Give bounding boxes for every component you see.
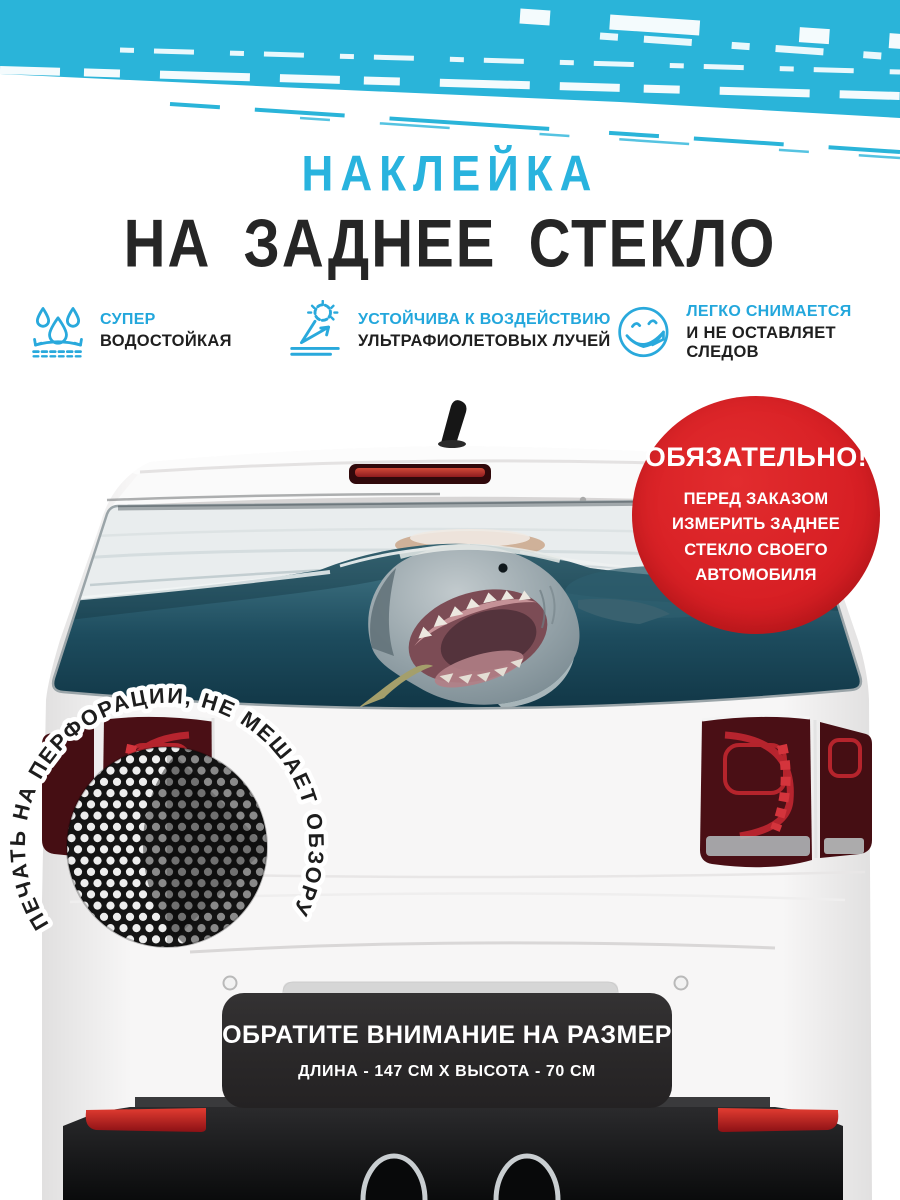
size-notice-title: ОБРАТИТЕ ВНИМАНИЕ НА РАЗМЕР [222,1020,672,1049]
feature-waterproof-line2: ВОДОСТОЙКАЯ [100,332,232,350]
warning-badge-line: ПЕРЕД ЗАКАЗОМ [683,490,829,509]
feature-easy-removal [616,300,900,364]
brake-light [349,464,491,484]
perforation-note-curved-text: ПЕЧАТЬ НА ПЕРФОРАЦИИ, НЕ МЕШАЕТ ОБЗОРУ [5,683,329,935]
warning-badge [632,396,880,634]
size-notice-plate [222,993,672,1108]
feature-waterproof [28,300,232,362]
reflector-right [718,1108,838,1132]
water-drops-icon [28,300,88,362]
feature-waterproof-line1: СУПЕР [100,311,156,328]
feature-removal-line1: ЛЕГКО СНИМАЕТСЯ [686,302,852,320]
warning-badge-line: АВТОМОБИЛЯ [695,565,817,584]
parking-sensor-right [675,977,688,990]
rear-bumper [63,1097,843,1200]
easy-removal-icon [616,300,674,364]
warning-badge-title: ОБЯЗАТЕЛЬНО! [644,442,868,473]
perforation-sample [0,640,360,1000]
uv-protection-icon [284,300,346,362]
page-title-line2: НА ЗАДНЕЕ СТЕКЛО [123,206,777,282]
warning-badge-line: ИЗМЕРИТЬ ЗАДНЕЕ [672,515,840,534]
roof-antenna [441,400,466,446]
page-title-line1: НАКЛЕЙКА [301,146,599,202]
feature-removal-line2: И НЕ ОСТАВЛЯЕТ СЛЕДОВ [686,323,836,361]
feature-uv-line2: УЛЬТРАФИОЛЕТОВЫХ ЛУЧЕЙ [358,332,611,350]
taillight-right [700,715,872,867]
feature-uv-line1: УСТОЙЧИВА К ВОЗДЕЙСТВИЮ [358,311,611,328]
antenna-base [438,440,466,448]
reflector-left [86,1108,206,1132]
size-dimensions: ДЛИНА - 147 СМ Х ВЫСОТА - 70 СМ [298,1062,596,1080]
trunk-seam-right [815,720,816,858]
warning-badge-line: СТЕКЛО СВОЕГО [684,540,828,559]
feature-uv-resistant [284,300,611,362]
